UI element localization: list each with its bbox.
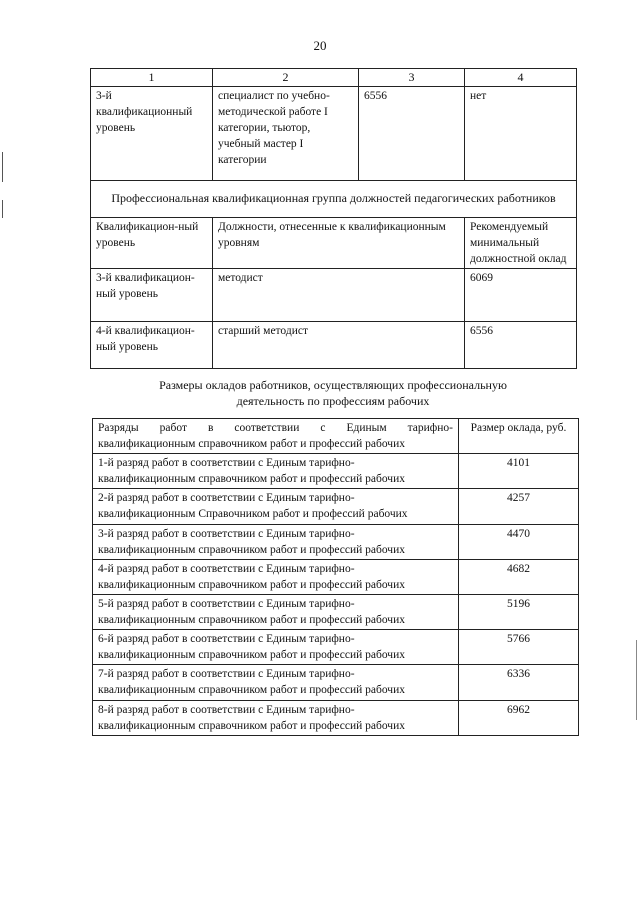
grade-description — [93, 454, 459, 489]
grade-description — [93, 524, 459, 559]
column-number: 4 — [465, 69, 577, 87]
section-title-line: деятельность по профессиям рабочих — [236, 394, 430, 409]
table-row — [91, 322, 577, 369]
column-number: 3 — [359, 69, 465, 87]
table-row — [93, 700, 579, 735]
table-row — [93, 524, 579, 559]
scan-margin-mark — [2, 200, 3, 218]
grade-description-line: 3-й разряд работ в соответствии с Единым тарифно- — [98, 527, 355, 540]
header-description — [93, 419, 459, 454]
position-cell: методист — [213, 269, 465, 322]
salary-amount: 5766 — [459, 630, 579, 665]
grade-description-line: квалификационным справочником работ и профессий рабочих — [98, 543, 405, 556]
grade-description — [93, 489, 459, 524]
grade-description — [93, 594, 459, 629]
grade-description-line: 1-й разряд работ в соответствии с Единым тарифно- — [98, 457, 355, 470]
salary-cell: 6069 — [465, 269, 577, 322]
table-row — [93, 594, 579, 629]
grade-description-line: квалификационным справочником работ и профессий рабочих — [98, 684, 405, 697]
salary-amount: 5196 — [459, 594, 579, 629]
column-number: 1 — [91, 69, 213, 87]
header-row — [91, 217, 577, 268]
grade-description-line: квалификационным справочником работ и профессий рабочих — [98, 614, 405, 627]
grade-description-line: 8-й разряд работ в соответствии с Единым тарифно- — [98, 703, 355, 716]
grade-description-line: квалификационным справочником работ и профессий рабочих — [98, 578, 405, 591]
group-heading: Профессиональная квалификационная группа должностей педагогических работников — [91, 180, 577, 217]
header-level: Квалификацион-ный уровень — [91, 217, 213, 268]
table-row — [93, 454, 579, 489]
header-amount: Размер оклада, руб. — [459, 419, 579, 454]
grade-description-line: 5-й разряд работ в соответствии с Единым тарифно- — [98, 597, 355, 610]
section-title-line: Размеры окладов работников, осуществляющих профессиональную — [159, 378, 507, 392]
grade-description — [93, 665, 459, 700]
table-row — [93, 665, 579, 700]
grade-description-line: квалификационным справочником работ и профессий рабочих — [98, 473, 405, 486]
grade-description-line: 2-й разряд работ в соответствии с Единым тарифно- — [98, 492, 355, 505]
position-cell: старший методист — [213, 322, 465, 369]
table-row — [93, 489, 579, 524]
header-salary: Рекомендуемый минимальный должностной оклад — [465, 217, 577, 268]
scan-margin-mark — [2, 152, 3, 182]
grade-description — [93, 630, 459, 665]
grade-description — [93, 700, 459, 735]
grade-description-line: квалификационным Справочником работ и профессий рабочих — [98, 508, 408, 521]
header-row — [93, 419, 579, 454]
salary-amount: 6336 — [459, 665, 579, 700]
pedagogical-salary-table — [90, 68, 577, 369]
column-number: 2 — [213, 69, 359, 87]
header-description-line: Разряды работ в соответствии с Единым тарифно- — [98, 422, 453, 434]
qualification-level: 3-й квалификацион-ный уровень — [91, 269, 213, 322]
salary-amount: 6962 — [459, 700, 579, 735]
grade-description-line: квалификационным справочником работ и профессий рабочих — [98, 649, 405, 662]
group-heading-row — [91, 180, 577, 217]
qualification-level: 4-й квалификацион-ный уровень — [91, 322, 213, 369]
table-row — [91, 269, 577, 322]
grade-description-line: 6-й разряд работ в соответствии с Единым тарифно- — [98, 633, 355, 646]
salary-amount: 4101 — [459, 454, 579, 489]
extra-cell: нет — [465, 86, 577, 180]
table-row — [93, 630, 579, 665]
grade-description-line: квалификационным справочником работ и профессий рабочих — [98, 719, 405, 732]
grade-description-line: 4-й разряд работ в соответствии с Единым тарифно- — [98, 562, 355, 575]
scan-margin-mark — [636, 640, 637, 720]
table-row — [91, 86, 577, 180]
grade-description — [93, 559, 459, 594]
section-title — [90, 377, 576, 409]
page-number: 20 — [313, 38, 327, 53]
column-number-row — [91, 69, 577, 87]
table-row — [93, 559, 579, 594]
grade-description-line: 7-й разряд работ в соответствии с Единым тарифно- — [98, 668, 355, 681]
salary-amount: 4470 — [459, 524, 579, 559]
header-description-line: квалификационным справочником работ и профессий рабочих — [98, 438, 405, 451]
worker-salary-table — [92, 418, 579, 736]
salary-cell: 6556 — [465, 322, 577, 369]
positions-cell: специалист по учебно-методической работе I категории, тьютор, учебный мастер I категории — [213, 86, 359, 180]
header-positions: Должности, отнесенные к квалификационным уровням — [213, 217, 465, 268]
qualification-level: 3-й квалификационный уровень — [91, 86, 213, 180]
salary-cell: 6556 — [359, 86, 465, 180]
salary-amount: 4682 — [459, 559, 579, 594]
salary-amount: 4257 — [459, 489, 579, 524]
